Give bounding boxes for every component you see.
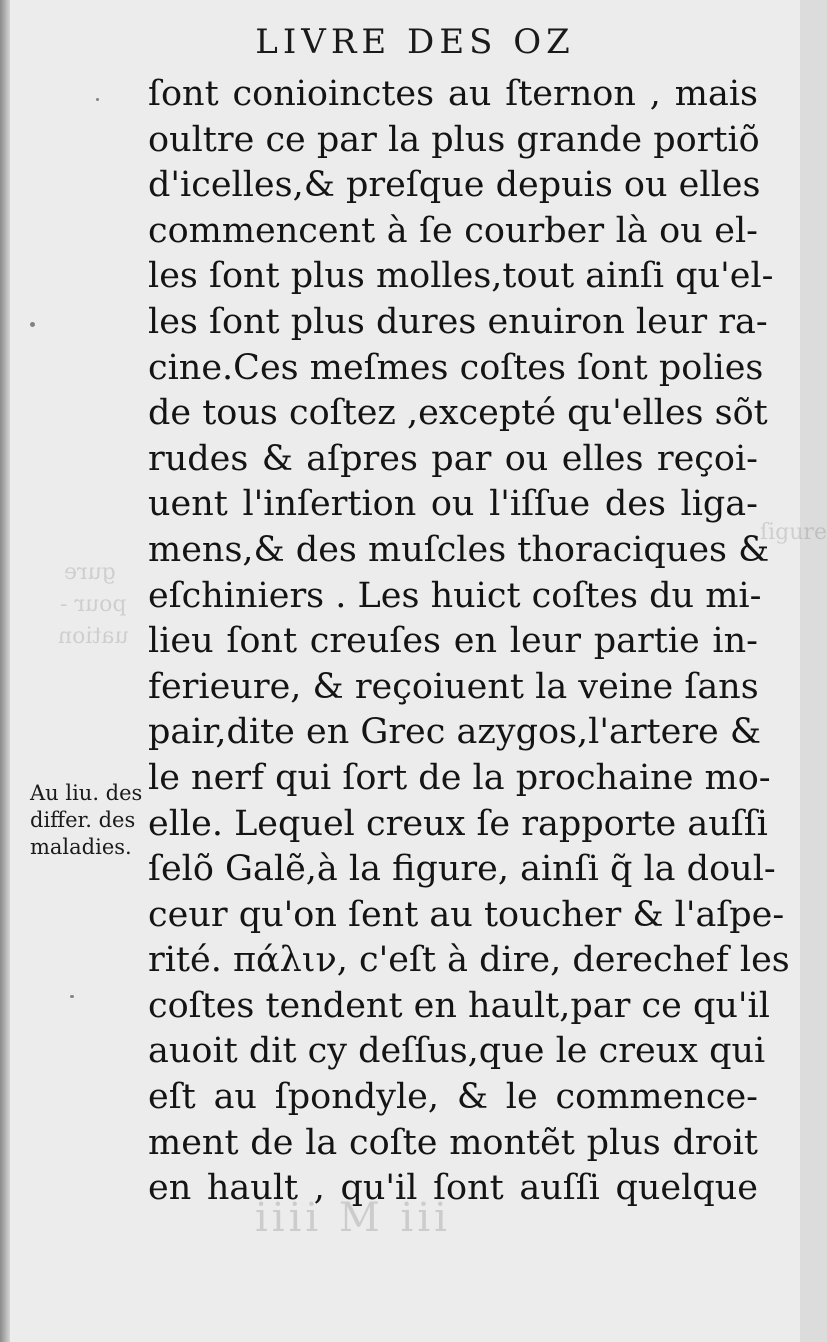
text-line: ſont conioinctes au ſternon , mais — [148, 74, 758, 114]
text-line: commencent à ſe courber là ou el- — [148, 210, 758, 251]
main-text-block — [148, 72, 790, 1212]
page-spine-edge — [0, 0, 10, 1342]
margin-note-line: Au liu. des — [30, 781, 143, 805]
ink-speck — [30, 322, 35, 327]
text-line: rité. πάλιν, c'eſt à dire, derechef les — [148, 940, 790, 981]
text-line: uent l'inſertion ou l'iſſue des liga- — [148, 484, 758, 525]
text-line: ment de la coſte montẽt plus droit — [148, 1122, 758, 1163]
text-line: oultre ce par la plus grande portiõ — [148, 119, 760, 160]
text-line: les ſont plus dures enuiron leur ra- — [148, 301, 768, 342]
text-line: ferieure, & reçoiuent la veine ſans — [148, 666, 759, 707]
ink-speck — [70, 995, 74, 998]
text-line: les ſont plus molles,tout ainſi qu'el- — [148, 256, 774, 297]
text-line: eſt au ſpondyle, & le commence- — [148, 1077, 758, 1118]
text-line: coſtes tendent en hault,par ce qu'il — [148, 985, 770, 1026]
margin-note — [30, 780, 150, 861]
signature-mark: iiii M iii — [255, 1195, 451, 1241]
text-line: auoit dit cy deſſus,que le creux qui — [148, 1031, 766, 1072]
text-line: d'icelles,& preſque depuis ou elles — [148, 165, 761, 206]
show-through-ghost-text: gure — [64, 560, 116, 585]
show-through-ghost-text: ſigure — [760, 520, 827, 545]
text-line: rudes & aſpres par ou elles reçoi- — [148, 438, 758, 479]
ink-speck — [96, 98, 99, 101]
running-head: LIVRE DES OZ — [255, 22, 575, 62]
show-through-ghost-text: uation — [58, 624, 129, 649]
text-line: en hault , qu'il ſont auſſi quelque — [148, 1168, 758, 1209]
text-line: elle. Lequel creux ſe rapporte auſſi — [148, 803, 768, 844]
text-line: de tous coſtez ,excepté qu'elles sõt — [148, 393, 768, 434]
margin-note-line: maladies. — [30, 835, 132, 859]
show-through-ghost-text: pour - — [60, 592, 127, 617]
text-line: le nerf qui ſort de la prochaine mo- — [148, 757, 771, 798]
text-line: eſchiniers . Les huict coſtes du mi- — [148, 575, 762, 616]
text-line: ceur qu'on ſent au toucher & l'aſpe- — [148, 894, 785, 935]
text-line: pair,dite en Grec azygos,l'artere & — [148, 712, 762, 753]
margin-note-line: differ. des — [30, 808, 136, 832]
text-line: ſelõ Galẽ,à la figure, ainſi q̃ la doul- — [148, 849, 776, 890]
text-line: lieu ſont creuſes en leur partie in- — [148, 621, 758, 662]
text-line: mens,& des muſcles thoraciques & — [148, 529, 770, 570]
text-line: cine.Ces meſmes coſtes ſont polies — [148, 347, 764, 388]
